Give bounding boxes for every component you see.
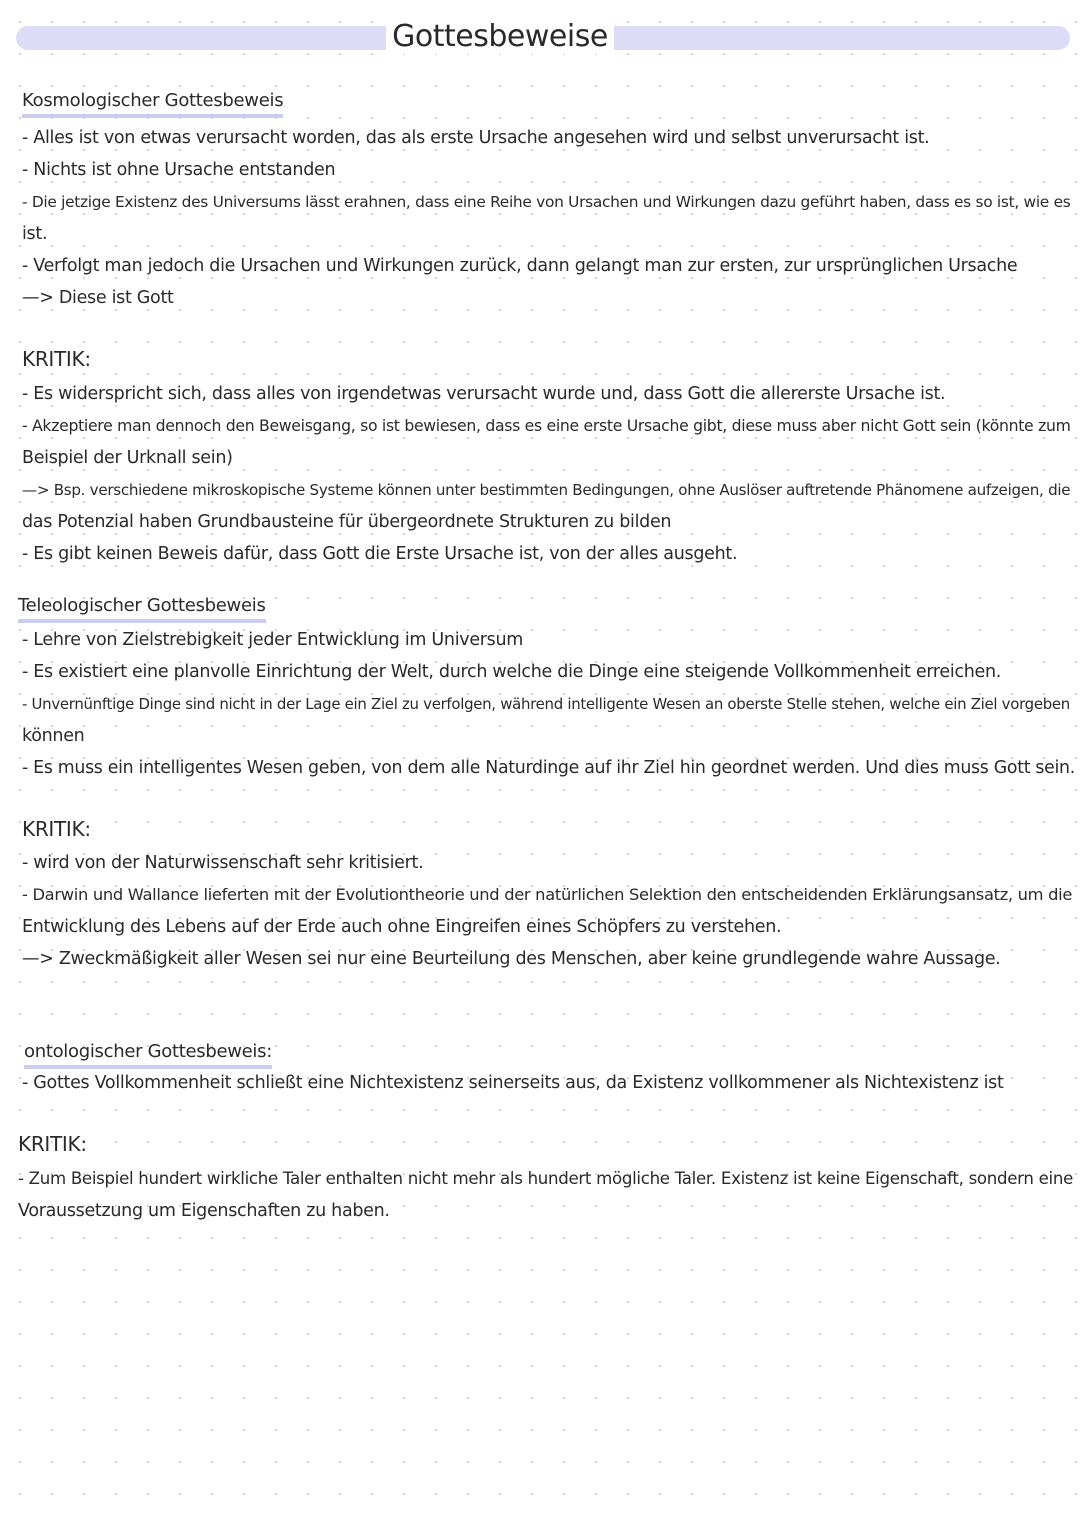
kritik-label-teleologisch: KRITIK: [22,817,91,841]
kosmologisch-kritik-line: das Potenzial haben Grundbausteine für übergeordnete Strukturen zu bilden [22,512,672,532]
kosmologisch-kritik-line: —> Bsp. verschiedene mikroskopische Systeme können unter bestimmten Bedingungen, ohne Auslöser auftretende Phänomene aufzeigen, die [22,481,1071,499]
teleologisch-kritik-line: - Darwin und Wallance lieferten mit der Evolutiontheorie und der natürlichen Selektion den entscheidenden Erklärungsansatz, um die [22,885,1073,904]
section-heading-teleologisch: Teleologischer Gottesbeweis [18,590,1068,623]
ontologisch-kritik-line: Voraussetzung um Eigenschaften zu haben. [18,1201,390,1221]
kosmologisch-kritik-line: - Akzeptiere man dennoch den Beweisgang, so ist bewiesen, dass es eine erste Ursache gibt, diese muss aber nicht Gott sein (könnte zum [22,416,1071,435]
kosmologisch-kritik-line: - Es widerspricht sich, dass alles von irgendetwas verursacht wurde und, dass Gott die allererste Ursache ist. [22,384,946,404]
kosmologisch-conclusion: —> Diese ist Gott [22,288,174,308]
page-title-text: Gottesbeweise [386,19,614,54]
teleologisch-kritik-line: —> Zweckmäßigkeit aller Wesen sei nur eine Beurteilung des Menschen, aber keine grundlegende wahre Aussage. [22,949,1001,969]
kritik-label-ontologisch: KRITIK: [18,1132,87,1156]
teleologisch-line: - Es muss ein intelligentes Wesen geben, von dem alle Naturdinge auf ihr Ziel hin geordnet werden. Und dies muss Gott sein. [22,758,1075,778]
kosmologisch-line: - Verfolgt man jedoch die Ursachen und Wirkungen zurück, dann gelangt man zur ersten, zur ursprünglichen Ursache [22,256,1018,276]
kosmologisch-line: - Nichts ist ohne Ursache entstanden [22,160,336,180]
page-title [0,16,1000,58]
kosmologisch-kritik-line: Beispiel der Urknall sein) [22,448,233,468]
teleologisch-kritik-line: - wird von der Naturwissenschaft sehr kritisiert. [22,853,424,873]
teleologisch-line: - Es existiert eine planvolle Einrichtung der Welt, durch welche die Dinge eine steigende Vollkommenheit erreichen. [22,662,1002,682]
teleologisch-line: können [22,726,85,746]
teleologisch-kritik-line: Entwicklung des Lebens auf der Erde auch ohne Eingreifen eines Schöpfers zu verstehen. [22,917,782,937]
kritik-label-kosmologisch: KRITIK: [22,347,91,371]
ontologisch-line: - Gottes Vollkommenheit schließt eine Nichtexistenz seinerseits aus, da Existenz vollkommener als Nichtexistenz ist [22,1073,1004,1093]
kosmologisch-kritik-line: - Es gibt keinen Beweis dafür, dass Gott die Erste Ursache ist, von der alles ausgeht. [22,544,738,564]
section-heading-ontologisch: ontologischer Gottesbeweis: [24,1036,1074,1069]
kosmologisch-line: - Die jetzige Existenz des Universums lässt erahnen, dass eine Reihe von Ursachen und Wirkungen dazu geführt haben, dass es so ist, wie es [22,193,1071,211]
section-heading-kosmologisch: Kosmologischer Gottesbeweis [22,85,1072,118]
teleologisch-line: - Unvernünftige Dinge sind nicht in der Lage ein Ziel zu verfolgen, während intelligente Wesen an oberste Stelle stehen, welche ein Ziel vorgeben [22,695,1070,713]
kosmologisch-line: ist. [22,224,48,244]
ontologisch-kritik-line: - Zum Beispiel hundert wirkliche Taler enthalten nicht mehr als hundert mögliche Taler. Existenz ist keine Eigenschaft, sondern eine [18,1169,1074,1188]
kosmologisch-line: - Alles ist von etwas verursacht worden, das als erste Ursache angesehen wird und selbst unverursacht ist. [22,128,930,148]
teleologisch-line: - Lehre von Zielstrebigkeit jeder Entwicklung im Universum [22,630,524,650]
